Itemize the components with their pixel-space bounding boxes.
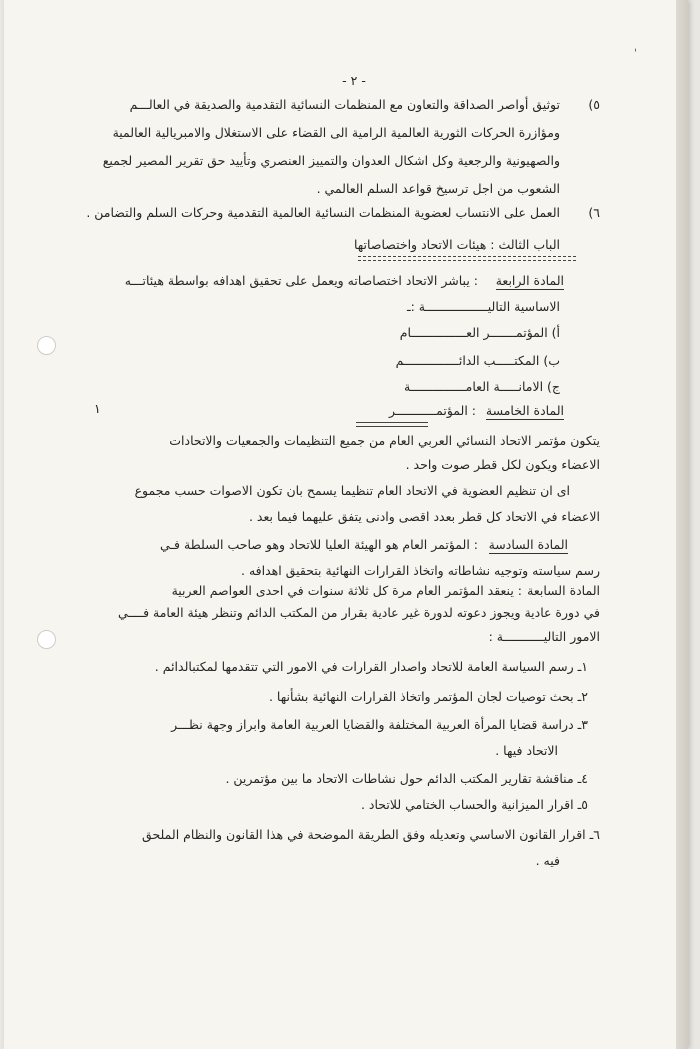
corner-mark: ˌ	[634, 40, 638, 53]
article-7-line-2: في دورة عادية ويجوز دعوته لدورة غير عادية بقرار من المكتب الدائم وتنظر هيئة العامة فــــي	[118, 605, 600, 620]
article-6-line-1: : المؤتمر العام هو الهيئة العليا للاتحاد وهو صاحب السلطة فـي	[159, 537, 478, 552]
article-7-point-4: ٤ـ مناقشة تقارير المكتب الدائم حول نشاطات الاتحاد ما بين مؤتمرين .	[225, 771, 588, 786]
chapter-3-underline	[358, 256, 576, 261]
margin-mark: ١	[94, 401, 101, 416]
article-4-item-b: ب) المكتـــــب الدائـــــــــــــــم	[395, 353, 560, 368]
article-6-line-2: رسم سياسته وتوجيه نشاطاته واتخاذ القرارات النهائية بتحقيق اهدافه .	[241, 563, 600, 578]
article-6-label-text: المادة السادسة	[488, 537, 568, 552]
item-5-line-1: توثيق أواصر الصداقة والتعاون مع المنظمات النسائية التقدمية والصديقة في العالـــم	[129, 97, 560, 112]
article-7-point-5: ٥ـ اقرار الميزانية والحساب الختامي للاتحاد .	[360, 797, 588, 812]
document-page	[4, 0, 688, 1049]
article-7-point-3-line-2: الاتحاد فيها .	[495, 743, 558, 758]
article-5-line-1: يتكون مؤتمر الاتحاد النسائي العربي العام من جميع التنظيمات والجمعيات والاتحادات	[169, 433, 600, 448]
punch-hole-top	[37, 336, 56, 355]
article-4-line-1: : يباشر الاتحاد اختصاصاته ويعمل على تحقيق اهدافه بواسطة هيئاتـــه	[124, 273, 478, 288]
article-4-label	[496, 272, 564, 290]
article-7-point-1: ١ـ رسم السياسة العامة للاتحاد واصدار القرارات في الامور التي تتقدمها لمكتبالدائم .	[154, 659, 588, 674]
article-7-point-3-line-1: ٣ـ دراسة قضايا المرأة العربية المختلفة والقضايا العربية العامة وابراز وجهة نظـــر	[171, 717, 588, 732]
article-7-point-6-line-2: فيه .	[535, 853, 560, 868]
article-5-underline	[356, 422, 428, 427]
article-5-title: : المؤتمـــــــــــر	[388, 403, 476, 418]
article-5-line-3: اى ان تنظيم العضوية في الاتحاد العام تنظيما يسمح بان تكون الاصوات حسب مجموع	[134, 483, 570, 498]
article-4-item-c: ج) الامانـــــة العامـــــــــــــــة	[404, 379, 560, 394]
article-5-label	[486, 402, 564, 420]
article-5-line-4: الاعضاء في الاتحاد كل قطر بعدد اقصى وادنى يتفق عليهما فيما بعد .	[248, 509, 600, 524]
item-6-line-1: العمل على الانتساب لعضوية المنظمات النسائية العالمية التقدمية وحركات السلم والتضامن .	[86, 205, 560, 220]
article-7-point-2: ٢ـ بحث توصيات لجان المؤتمر واتخاذ القرارات النهائية بشأنها .	[268, 689, 588, 704]
item-5-line-2: ومؤازرة الحركات الثورية العالمية الرامية الى القضاء على الاستغلال والامبريالية العالمية	[112, 125, 560, 140]
article-4-line-2: الاساسية التاليـــــــــــــــــة :ـ	[406, 299, 560, 314]
article-6-label	[489, 536, 568, 554]
article-7-line-3: الامور التاليـــــــــــة :	[488, 629, 600, 644]
chapter-3-heading: الباب الثالث : هيئات الاتحاد واختصاصاتها	[353, 237, 560, 252]
item-5-number: ٥)	[588, 97, 600, 112]
article-4-label-text: المادة الرابعة	[495, 273, 564, 288]
page-edge	[676, 0, 688, 1049]
punch-hole-bottom	[37, 630, 56, 649]
item-5-line-3: والصهيونية والرجعية وكل اشكال العدوان والتمييز العنصري وتأييد حق تقرير المصير لجميع	[102, 153, 560, 168]
article-7-line-1: : ينعقد المؤتمر العام مرة كل ثلاثة سنوات في احدى العواصم العربية	[171, 583, 522, 598]
article-4-item-a: أ) المؤتمـــــــر العـــــــــــــــام	[399, 325, 560, 340]
item-6-number: ٦)	[588, 205, 600, 220]
article-5-line-2: الاعضاء ويكون لكل قطر صوت واحد .	[405, 457, 600, 472]
article-7-point-6-line-1: ٦ـ اقرار القانون الاساسي وتعديله وفق الطريقة الموضحة في هذا القانون والنظام الملحق	[142, 827, 600, 842]
article-7-label: المادة السابعة	[527, 583, 600, 598]
item-5-line-4: الشعوب من اجل ترسيخ قواعد السلم العالمي .	[316, 181, 560, 196]
article-5-label-text: المادة الخامسة	[485, 403, 564, 418]
page-number: - ٢ -	[342, 73, 366, 88]
